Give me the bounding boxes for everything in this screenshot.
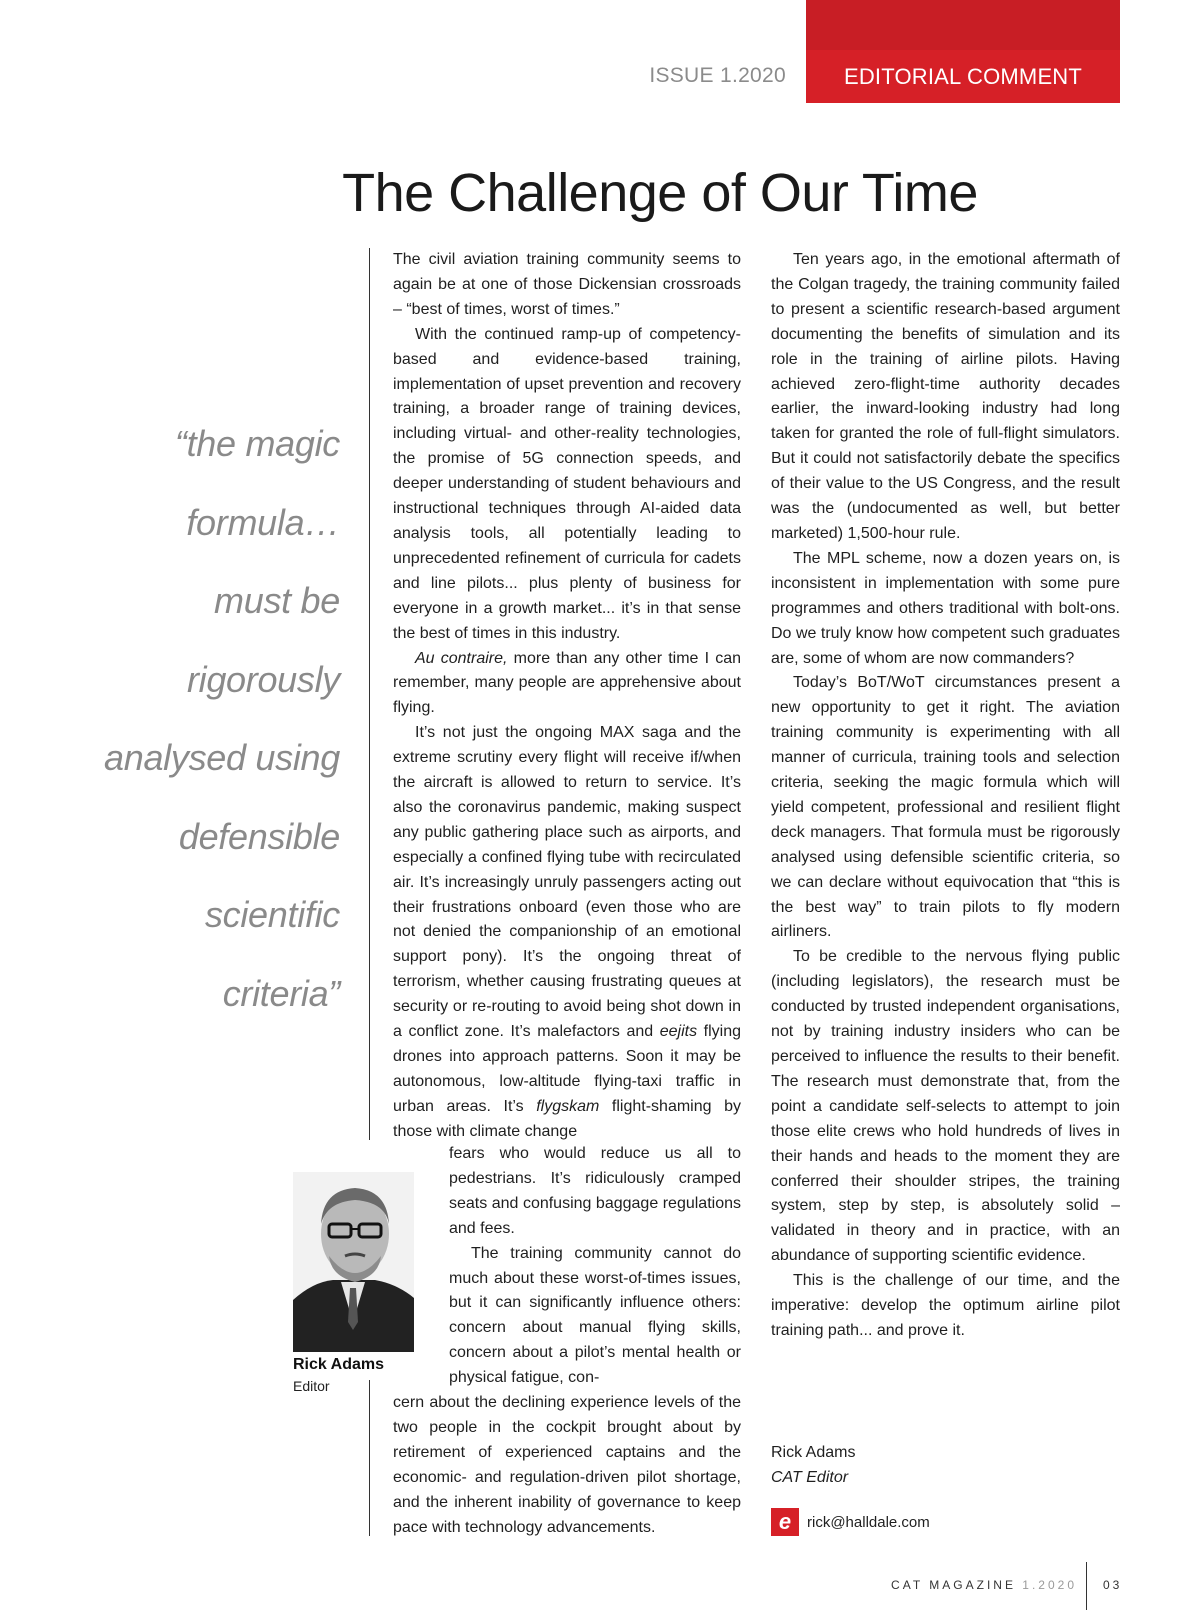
paragraph: The civil aviation training community seems to again be at one of those Dickensian crossroads – “best of times, worst of times.” xyxy=(393,251,741,318)
paragraph: fears who would reduce us all to pedestrians. It’s ridiculously cramped seats and confusing baggage regulations and fees. xyxy=(449,1145,741,1237)
paragraph: To be credible to the nervous flying public (including legislators), the research must be conducted by trusted independent organisations, not by training industry insiders who can be perceived to influence the results to their benefit. The research must demonstrate that, from the point a candidate self-selects to attempt to join those elite crews who hold hundreds of lives in their hands and heads to the moment they are conferred their shoulder stripes, the training system, step by step, is absolutely solid – validated in theory and in practice, with an abundance of supporting scientific evidence. xyxy=(771,948,1120,1265)
pull-quote-line: scientific xyxy=(204,894,340,935)
author-role: Editor xyxy=(293,1378,330,1394)
paragraph xyxy=(393,721,741,1144)
footer-year: 1.2020 xyxy=(1022,1578,1077,1592)
article-column-2 xyxy=(771,248,1120,1344)
italic-word: flygskam xyxy=(536,1097,600,1115)
pull-quote xyxy=(80,405,340,1033)
paragraph: The training community cannot do much about these worst-of-times issues, but it can significantly influence others: concern about manual flying skills, concern about a pilot’s mental health or physical fatigue, con- xyxy=(449,1244,741,1387)
paragraph-text: more than any other time I can remember, many people are apprehensive about flying. xyxy=(393,649,742,717)
pull-quote-line: rigorously xyxy=(186,658,340,700)
article-title: The Challenge of Our Time xyxy=(342,163,978,223)
issue-label: ISSUE 1.2020 xyxy=(649,64,786,87)
email-icon: e xyxy=(771,1508,799,1536)
pull-quote-line: “the magic xyxy=(174,423,340,464)
italic-word: eejits xyxy=(659,1023,698,1041)
paragraph-text: flight-shaming by those with climate change xyxy=(393,1097,741,1140)
article-column-1-wrap xyxy=(449,1142,741,1391)
author-name: Rick Adams xyxy=(293,1356,384,1373)
pull-quote-line: formula… xyxy=(186,501,340,543)
section-label: EDITORIAL COMMENT xyxy=(843,64,1083,89)
column-rule xyxy=(369,248,370,1140)
paragraph-text: It’s not just the ongoing MAX saga and the extreme scrutiny every flight will receive if/when the aircraft is allowed to return to service. It’s also the coronavirus pandemic, making suspect any public gathering place such as airports, and especially a confined flying tube with recirculated air. It’s increasingly unruly passengers acting out their frustrations onboard (even those who are not denied the companionship of an emotional support pony). It’s the ongoing threat of terrorism, whether causing frustrating queues at security or re-routing to avoid being shot down in a conflict zone. It’s malefactors and xyxy=(393,724,741,1041)
paragraph-text: flying drones into approach patterns. Soon it may be autonomous, low-altitude flying-taxi traffic in urban areas. It’s xyxy=(393,1023,741,1115)
paragraph: This is the challenge of our time, and the imperative: develop the optimum airline pilot training path... and prove it. xyxy=(771,1272,1120,1339)
footer-divider xyxy=(1086,1562,1087,1610)
article-column-1 xyxy=(393,248,741,1145)
paragraph: Ten years ago, in the emotional aftermath of the Colgan tragedy, the training community failed to present a scientific research-based argument documenting the benefits of simulation and its role in the training of airline pilots. Having achieved zero-flight-time authority decades earlier, the inward-looking industry had long taken for granted the role of full-flight simulators. But it could not satisfactorily debate the specifics of their value to the US Congress, and the result was the (undocumented as well, but better marketed) 1,500-hour rule. xyxy=(771,251,1120,542)
signoff-name: Rick Adams xyxy=(771,1444,856,1461)
email-contact[interactable] xyxy=(771,1508,930,1536)
column-rule xyxy=(369,1380,370,1536)
page-number: 03 xyxy=(1103,1578,1123,1592)
pull-quote-line: must be xyxy=(214,580,340,621)
author-photo xyxy=(293,1172,414,1352)
pull-quote-line: criteria” xyxy=(222,972,340,1014)
paragraph: The MPL scheme, now a dozen years on, is inconsistent in implementation with some pure programmes and others traditional with bolt-ons. Do we truly know how competent such graduates are, some of whom are now commanders? xyxy=(771,549,1120,667)
footer-magazine xyxy=(891,1578,1077,1592)
italic-phrase: Au contraire, xyxy=(415,649,508,667)
signoff-title: CAT Editor xyxy=(771,1469,849,1486)
article-column-1-tail xyxy=(393,1391,741,1540)
pull-quote-line: defensible xyxy=(178,815,340,857)
paragraph: With the continued ramp-up of competency-based and evidence-based training, implementation of upset prevention and recovery training, a broader range of training devices, including virtual- and other-reality technologies, the promise of 5G connection speeds, and deeper understanding of student behaviours and instructional techniques through AI-aided data analysis tools, all potentially leading to unprecedented refinement of curricula for cadets and line pilots... plus plenty of business for everyone in a growth market... it’s in that sense the best of times in this industry. xyxy=(393,325,741,642)
email-link[interactable]: rick@halldale.com xyxy=(807,1513,930,1531)
paragraph: cern about the declining experience levels of the two people in the cockpit brought about by retirement of experienced captains and the economic- and regulation-driven pilot shortage, and the inherent inability of governance to keep pace with technology advancements. xyxy=(393,1394,741,1536)
signoff xyxy=(771,1440,855,1490)
paragraph: Today’s BoT/WoT circumstances present a new opportunity to get it right. The aviation training community is experimenting with all manner of curricula, training tools and selection criteria, seeking the magic formula which will yield competent, professional and resilient flight deck managers. That formula must be rigorously analysed using defensible scientific criteria, so we can declare without equivocation that “this is the best way” to train pilots to fly modern airliners. xyxy=(771,674,1120,941)
footer-magazine-name: CAT MAGAZINE xyxy=(891,1578,1016,1592)
paragraph xyxy=(393,647,741,722)
pull-quote-line: analysed using xyxy=(104,737,340,778)
